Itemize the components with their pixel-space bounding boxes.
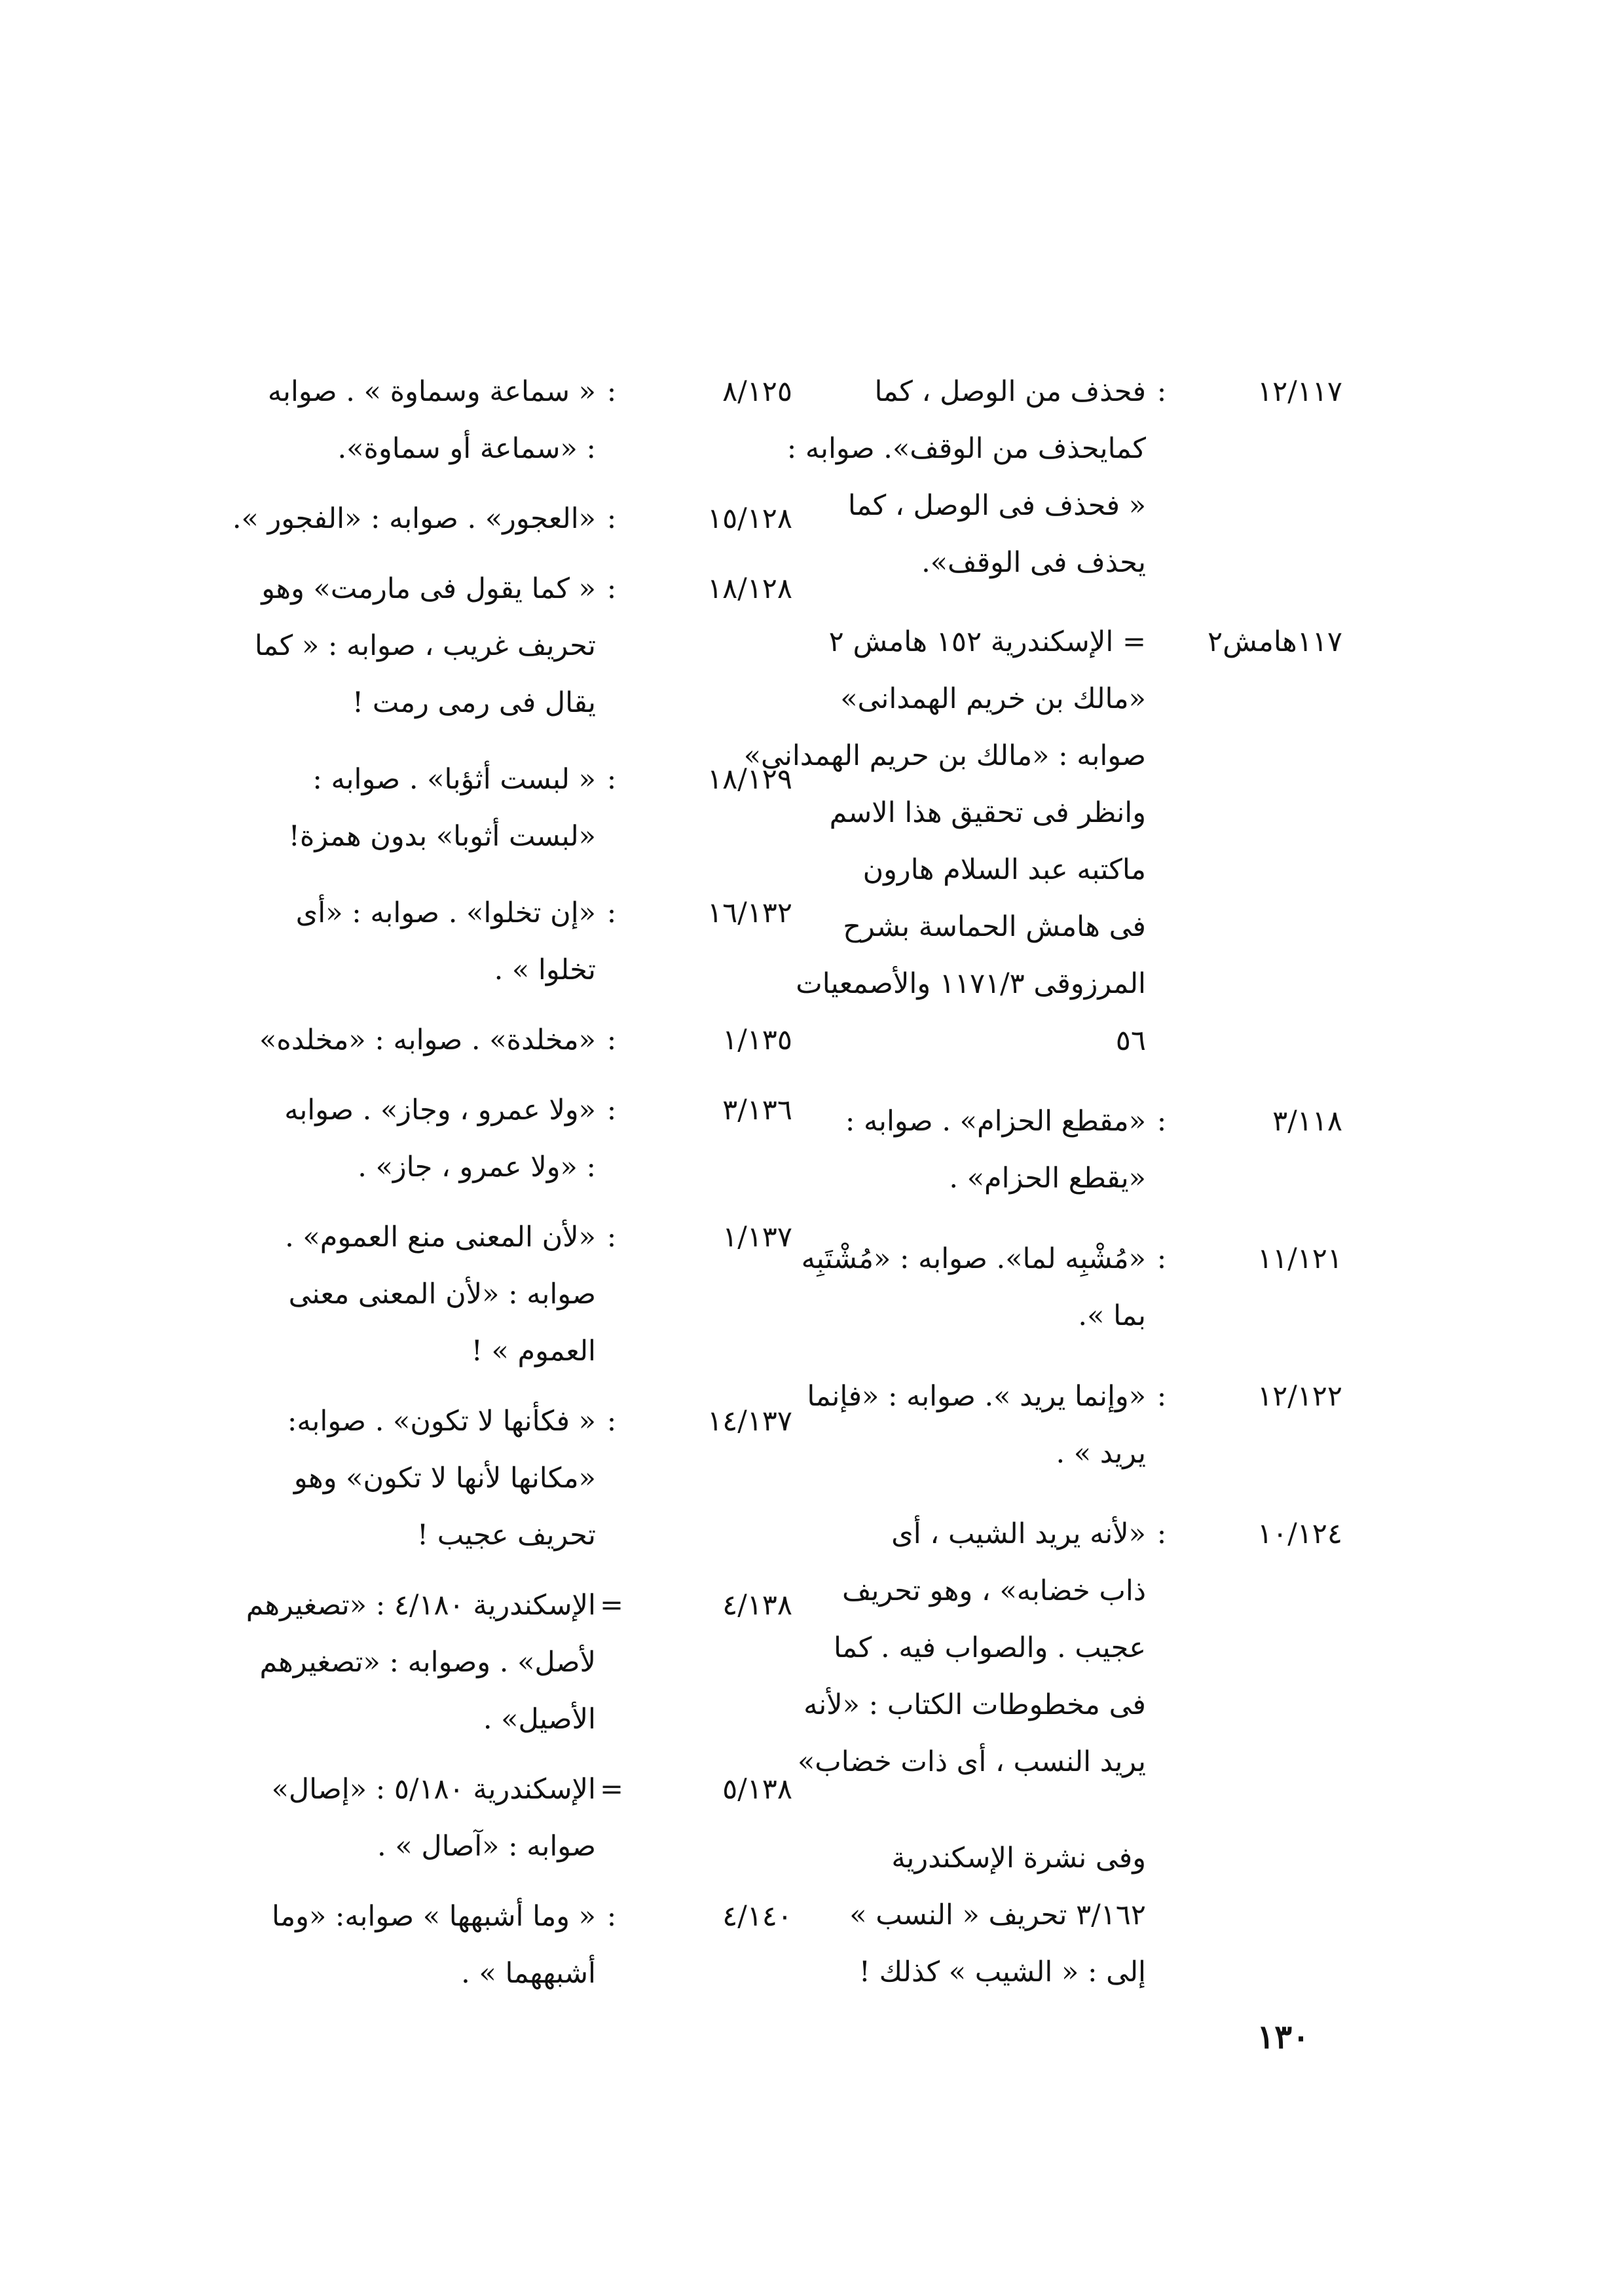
separator: :: [606, 1024, 617, 1056]
separator: :: [606, 502, 617, 535]
correction-entry: [39, 491, 792, 548]
correction-text: [39, 1577, 596, 1748]
page-line-reference: ١٢/١١٧: [1257, 375, 1342, 408]
text-line: وانظر فى تحقيق هذا الاسم: [829, 796, 1146, 829]
separator: :: [606, 897, 617, 929]
correction-entry: [39, 1577, 792, 1748]
separator: :: [1156, 1380, 1167, 1413]
page-line-reference: ١١/١٢١: [1257, 1242, 1342, 1275]
text-line: «لبست أثوبا» بدون همزة!: [288, 820, 596, 853]
correction-text: [39, 1012, 596, 1069]
correction-entry: [39, 561, 792, 732]
text-line: : «سماعة أو سماوة».: [337, 432, 596, 465]
text-line: تحريف غريب ، صوابه : « كما: [254, 629, 596, 662]
separator: :: [1156, 1242, 1167, 1275]
correction-entry: [39, 364, 792, 477]
page-line-reference: ١٦/١٣٢: [707, 897, 792, 929]
separator: :: [606, 1405, 617, 1438]
page-line-reference: ٨/١٢٥: [722, 375, 792, 408]
correction-entry: [39, 885, 792, 999]
text-line: يقال فى رمى رمت !: [352, 686, 596, 719]
page-line-reference: ١/١٣٧: [722, 1221, 792, 1254]
page-line-reference: ١٢/١٢٢: [1257, 1380, 1342, 1413]
page-line-reference: ١٤/١٣٧: [707, 1405, 792, 1438]
text-line: إلى : « الشيب » كذلك !: [858, 1956, 1146, 1988]
page-line-reference: ١/١٣٥: [722, 1024, 792, 1056]
separator: :: [606, 1900, 617, 1933]
text-line: « فكأنها لا تكون» . صوابه:: [287, 1405, 596, 1438]
text-line: «مكانها لأنها لا تكون» وهو: [293, 1462, 596, 1495]
text-line: الإسكندرية ٥/١٨٠ : «إصال»: [271, 1773, 596, 1806]
text-line: « فحذف فى الوصل ، كما: [847, 489, 1146, 522]
page-line-reference: ٤/١٣٨: [722, 1589, 792, 1622]
separator: :: [1156, 1518, 1167, 1550]
text-line: المرزوقى ١١٧١/٣ والأصمعيات: [796, 967, 1146, 1000]
separator: =: [599, 1589, 624, 1622]
text-line: « لبست أثؤبا» . صوابه :: [312, 763, 596, 796]
correction-text: [39, 561, 596, 732]
correction-text: [39, 1761, 596, 1875]
correction-text: [39, 751, 596, 865]
text-line: العموم » !: [471, 1335, 596, 1368]
separator: :: [606, 572, 617, 605]
text-line: يريد النسب ، أى ذات خضاب»: [798, 1745, 1146, 1778]
page-line-reference: ٤/١٤٠: [722, 1900, 792, 1933]
correction-entry: [39, 1012, 792, 1069]
text-line: صوابه : «آصال » .: [377, 1830, 596, 1863]
text-line: «مُشْبِه لما». صوابه : «مُشْتَبِه: [801, 1242, 1146, 1275]
separator: :: [606, 375, 617, 408]
text-line: صوابه : «مالك بن حريم الهمدانى»: [743, 739, 1146, 772]
page-line-reference: ٣/١٣٦: [722, 1094, 792, 1127]
text-line: «يقطع الحزام» .: [949, 1162, 1146, 1195]
text-line: لأصل» . وصوابه : «تصغيرهم: [259, 1646, 596, 1679]
correction-entry: [39, 1761, 792, 1875]
text-line: ٥٦: [1115, 1024, 1146, 1057]
text-line: أشبههما » .: [461, 1957, 596, 1990]
text-line: فى مخطوطات الكتاب : «لأنه: [803, 1689, 1146, 1721]
left-column: [39, 364, 792, 2002]
text-line: يحذف فى الوقف».: [921, 546, 1146, 579]
text-line: «العجور» . صوابه : «الفجور ».: [232, 502, 596, 535]
page-line-reference: ١١٧هامش٢: [1207, 625, 1342, 658]
text-line: «لأنه يريد الشيب ، أى: [891, 1518, 1146, 1550]
correction-text: [39, 491, 596, 548]
correction-entry: [39, 1082, 792, 1196]
text-line: الإسكندرية ٤/١٨٠ : «تصغيرهم: [246, 1589, 596, 1622]
text-line: بما ».: [1078, 1299, 1146, 1332]
page-line-reference: ١٥/١٢٨: [707, 502, 792, 535]
text-line: ٣/١٦٢ تحريف « النسب »: [849, 1899, 1146, 1931]
text-line: وفى نشرة الإسكندرية: [891, 1842, 1146, 1875]
text-line: صوابه : «لأن المعنى معنى: [288, 1278, 596, 1311]
correction-entry: [39, 1209, 792, 1380]
text-line: «إن تخلوا» . صوابه : «أى: [295, 897, 596, 929]
correction-text: [39, 1393, 596, 1564]
correction-text: [39, 1082, 596, 1196]
text-line: فى هامش الحماسة بشرح: [843, 910, 1146, 943]
separator: :: [1156, 1105, 1167, 1138]
text-line: «ولا عمرو ، وجاز» . صوابه: [284, 1094, 596, 1127]
text-line: عجيب . والصواب فيه . كما: [833, 1632, 1146, 1664]
page-line-reference: ١٨/١٢٨: [707, 572, 792, 605]
text-line: الأصيل» .: [483, 1703, 596, 1736]
text-line: ذاب خضابه» ، وهو تحريف: [841, 1575, 1146, 1607]
text-line: تحريف عجيب !: [416, 1519, 596, 1552]
page-line-reference: ١٠/١٢٤: [1257, 1518, 1342, 1550]
text-line: «مخلدة» . صوابه : «مخلده»: [259, 1024, 596, 1056]
text-line: يريد » .: [1056, 1437, 1146, 1470]
separator: =: [599, 1773, 624, 1806]
correction-text: [39, 364, 596, 477]
text-line: «مقطع الحزام» . صوابه :: [845, 1105, 1146, 1138]
page-line-reference: ١٨/١٢٩: [707, 763, 792, 796]
text-line: « كما يقول فى مارمت» وهو: [261, 572, 596, 605]
separator: :: [606, 763, 617, 796]
page-line-reference: ٥/١٣٨: [722, 1773, 792, 1806]
separator: :: [1156, 375, 1167, 408]
text-line: ماكتبه عبد السلام هارون: [862, 853, 1146, 886]
correction-text: [39, 1209, 596, 1380]
text-line: تخلوا » .: [494, 954, 596, 986]
text-line: «وإنما يريد ». صوابه : «فإنما: [807, 1380, 1146, 1413]
text-line: : «ولا عمرو ، جاز» .: [358, 1151, 596, 1184]
text-line: كمايحذف من الوقف». صوابه :: [786, 432, 1146, 465]
text-line: «لأن المعنى منع العموم» .: [285, 1221, 596, 1254]
separator: :: [606, 1221, 617, 1254]
correction-text: [39, 885, 596, 999]
text-line: « وما أشبهها » صوابه: «وما: [272, 1900, 596, 1933]
text-line: فحذف من الوصل ، كما: [874, 375, 1146, 408]
separator: :: [606, 1094, 617, 1127]
text-line: «مالك بن خريم الهمدانى»: [840, 682, 1146, 715]
correction-entry: [39, 751, 792, 865]
correction-text: [39, 1888, 596, 2002]
text-line: « سماعة وسماوة » . صوابه: [267, 375, 596, 408]
text-line: = الإسكندرية ١٥٢ هامش ٢: [828, 625, 1146, 658]
page-line-reference: ٣/١١٨: [1272, 1105, 1342, 1138]
page-number: ١٣٠: [1257, 2017, 1310, 2056]
correction-entry: [39, 1888, 792, 2002]
correction-entry: [39, 1393, 792, 1564]
